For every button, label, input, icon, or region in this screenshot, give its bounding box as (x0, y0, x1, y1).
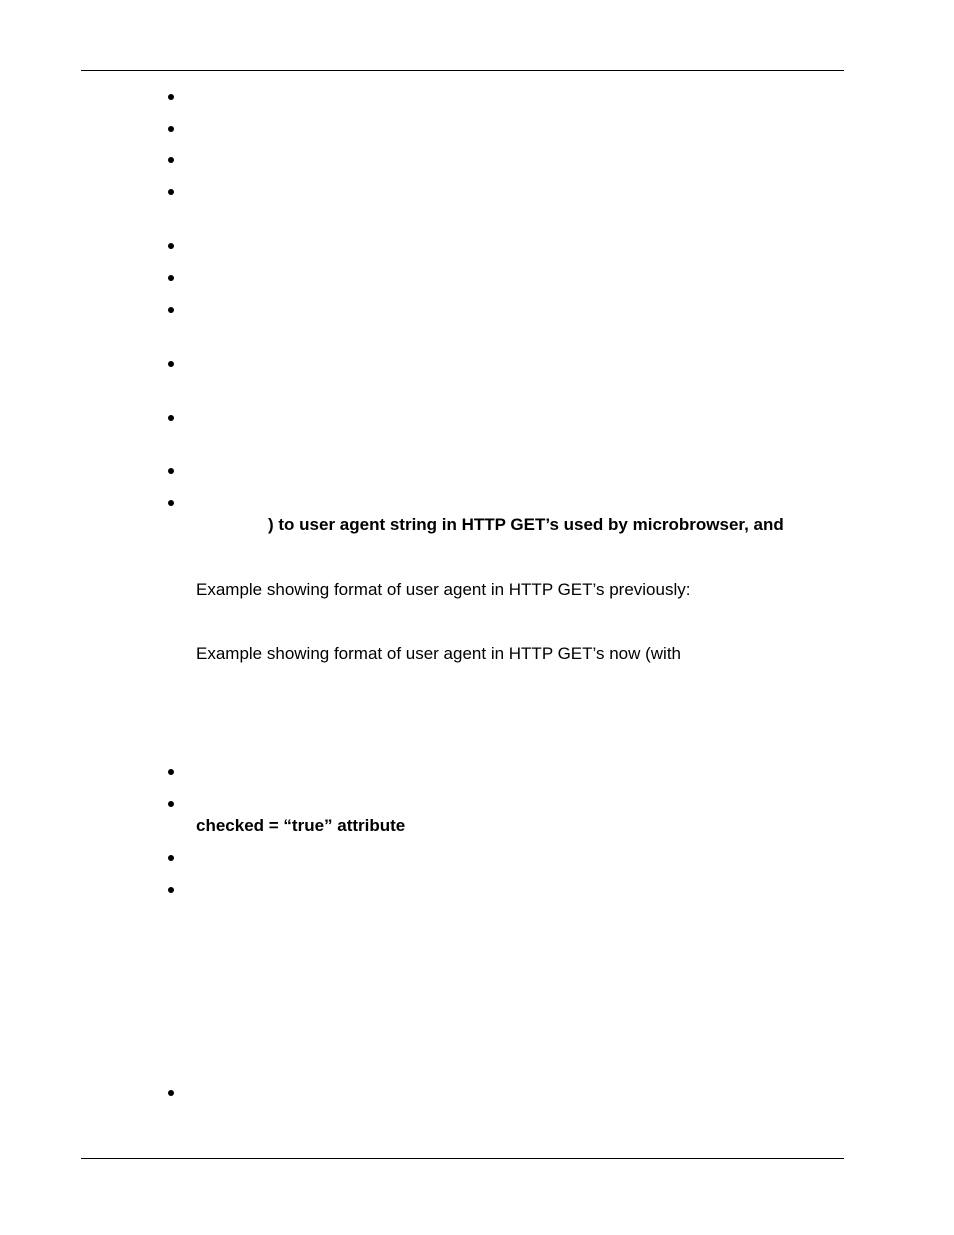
header-rule (81, 70, 844, 71)
bullet-15 (168, 887, 174, 893)
bullet-1 (168, 94, 174, 100)
bullet-11 (168, 500, 174, 506)
example-previous-text: Example showing format of user agent in HTTP GET’s previously: (196, 580, 691, 599)
bullet-4 (168, 189, 174, 195)
bullet-16 (168, 1090, 174, 1096)
bullet-3 (168, 157, 174, 163)
bullet-13-continuation: checked = “true” attribute (196, 816, 406, 835)
bullet-6 (168, 275, 174, 281)
bullet-5 (168, 243, 174, 249)
bullet-2 (168, 126, 174, 132)
footer-rule (81, 1158, 844, 1159)
bullet-12 (168, 769, 174, 775)
bullet-11-continuation: ) to user agent string in HTTP GET’s used by microbrowser, and (268, 515, 784, 534)
bullet-10 (168, 468, 174, 474)
bullet-14 (168, 855, 174, 861)
bullet-13 (168, 801, 174, 807)
bullet-8 (168, 361, 174, 367)
bullet-7 (168, 307, 174, 313)
bullet-9 (168, 415, 174, 421)
example-now-text: Example showing format of user agent in HTTP GET’s now (with (196, 644, 682, 663)
